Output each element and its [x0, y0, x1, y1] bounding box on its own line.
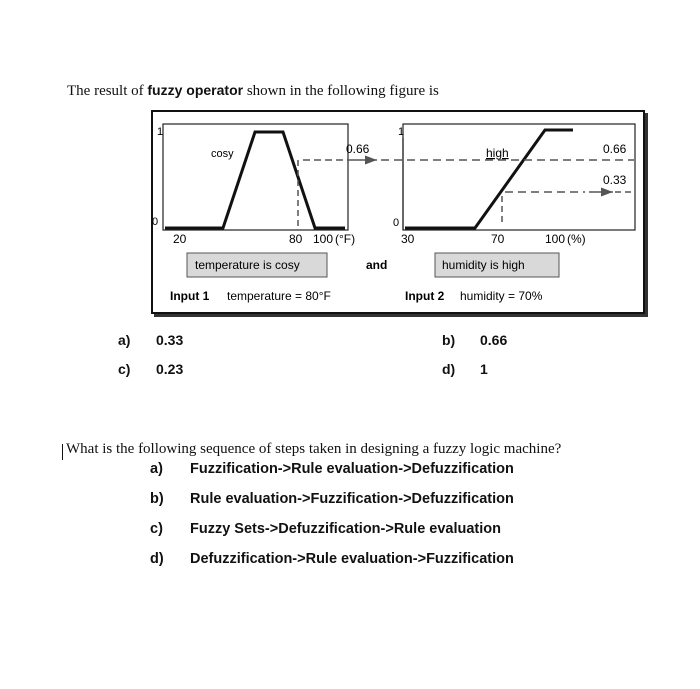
high-label: high: [486, 146, 509, 160]
option2-b[interactable]: [150, 491, 514, 507]
input1-text: temperature = 80°F: [227, 289, 331, 303]
question-2: What is the following sequence of steps taken in designing a fuzzy logic machine?: [66, 441, 562, 457]
question-2-marker: [62, 444, 63, 460]
left-x-unit: (°F): [335, 232, 356, 246]
option-key: d): [150, 551, 164, 567]
cosy-membership-curve: [165, 132, 345, 228]
option-key: b): [150, 491, 164, 507]
option1-b[interactable]: [442, 332, 507, 348]
option-value: Fuzzy Sets->Defuzzification->Rule evaluation: [190, 521, 501, 537]
option-key: c): [150, 521, 163, 537]
option1-d[interactable]: [442, 361, 488, 377]
option2-d[interactable]: [150, 551, 514, 567]
option-key: c): [118, 361, 131, 377]
left-x-tick-end: 100: [313, 232, 334, 246]
antecedent2-text: humidity is high: [442, 258, 525, 272]
fuzzy-operator-figure: [151, 110, 645, 314]
left-x-tick-mid: 80: [289, 232, 303, 246]
question-1-prefix: The result of: [67, 83, 148, 99]
left-x-tick-start: 20: [173, 232, 187, 246]
question-1: [67, 82, 439, 100]
option-value: 1: [480, 361, 488, 377]
option1-a[interactable]: [118, 332, 183, 348]
right-y-max-label: 1: [398, 126, 405, 138]
high-membership-curve: [405, 130, 573, 228]
input2-text: humidity = 70%: [460, 289, 543, 303]
option-value: 0.23: [156, 361, 184, 377]
left-y-max-label: 1: [157, 126, 164, 138]
option-key: a): [150, 461, 163, 477]
option2-a[interactable]: [150, 461, 514, 477]
option-value: 0.66: [480, 332, 508, 348]
left-plot-frame: [163, 124, 348, 230]
membership-diagram: [153, 112, 643, 312]
right-x-tick-mid: 70: [491, 232, 505, 246]
right-x-tick-start: 30: [401, 232, 415, 246]
antecedent1-text: temperature is cosy: [195, 258, 300, 272]
question-1-bold-term: fuzzy operator: [147, 82, 244, 98]
option-key: b): [442, 332, 456, 348]
option-value: 0.33: [156, 332, 184, 348]
input2-label: Input 2: [405, 289, 445, 303]
rule-operator: and: [366, 258, 388, 272]
option1-c[interactable]: [118, 361, 183, 377]
option-value: Fuzzification->Rule evaluation->Defuzzification: [190, 461, 514, 477]
right-x-tick-end: 100: [545, 232, 566, 246]
right-x-unit: (%): [567, 232, 586, 246]
option-key: d): [442, 361, 456, 377]
option2-c[interactable]: [150, 521, 501, 537]
right-result-upper: 0.66: [603, 142, 627, 156]
question-1-suffix: shown in the following figure is: [243, 83, 439, 99]
option-value: Rule evaluation->Fuzzification->Defuzzification: [190, 491, 514, 507]
left-y-min-label: 0: [152, 216, 159, 228]
right-plot-frame: [403, 124, 635, 230]
option-value: Defuzzification->Rule evaluation->Fuzzification: [190, 551, 514, 567]
option-key: a): [118, 332, 131, 348]
left-membership-value: 0.66: [346, 142, 370, 156]
input1-label: Input 1: [170, 289, 210, 303]
cosy-label: cosy: [211, 148, 234, 160]
right-result-lower: 0.33: [603, 173, 627, 187]
right-y-min-label: 0: [393, 217, 400, 229]
